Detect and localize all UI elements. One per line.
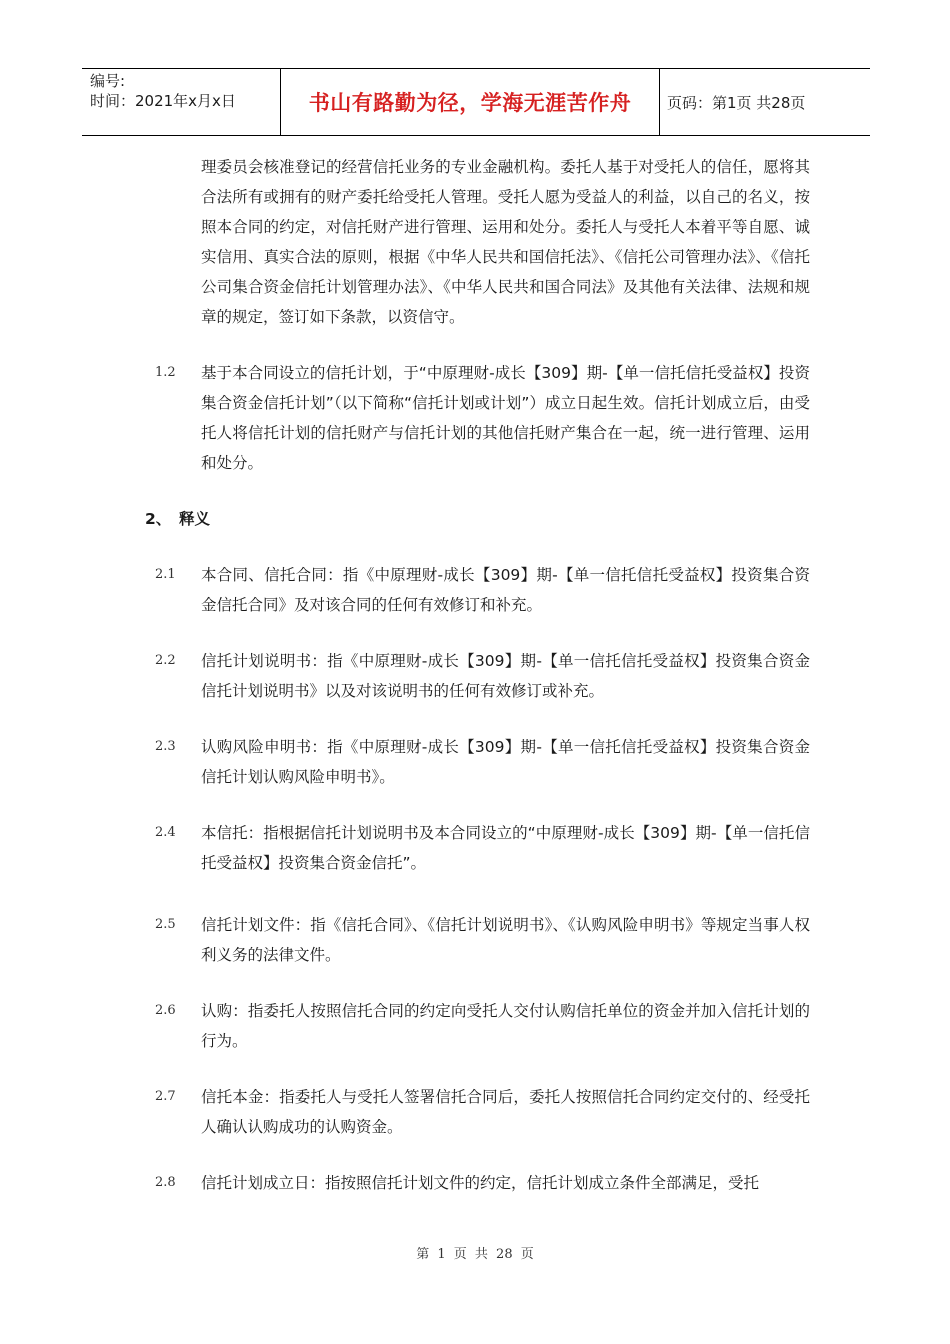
definition-text: 认购风险申明书：指《中原理财-成长【309】期-【单一信托信托受益权】投资集合资金信托计划认购风险申明书》。 (201, 738, 810, 786)
definition-item (145, 732, 810, 792)
section-number: 2、 (145, 510, 172, 528)
clause-text: 基于本合同设立的信托计划，于“中原理财-成长【309】期-【单一信托信托受益权】投资集合资金信托计划”（以下简称“信托计划或计划”）成立日起生效。信托计划成立后，由受托人将信托计划的信托财产与信托计划的其他信托财产集合在一起，统一进行管理、运用和处分。 (201, 364, 810, 472)
definition-item (145, 1168, 810, 1198)
definition-number: 2.5 (155, 917, 176, 932)
definition-number: 2.2 (155, 653, 176, 668)
header-info-cell (82, 69, 281, 135)
document-body (145, 152, 810, 1198)
definition-text: 本信托：指根据信托计划说明书及本合同设立的“中原理财-成长【309】期-【单一信托信托受益权】投资集合资金信托”。 (201, 824, 810, 872)
definition-text: 信托本金：指委托人与受托人签署信托合同后，委托人按照信托合同约定交付的、经受托人确认认购成功的认购资金。 (201, 1088, 810, 1136)
document-time-label: 时间：2021年x月x日 (90, 92, 236, 110)
definition-text: 信托计划说明书：指《中原理财-成长【309】期-【单一信托信托受益权】投资集合资金信托计划说明书》以及对该说明书的任何有效修订或补充。 (201, 652, 810, 700)
intro-paragraph: 理委员会核准登记的经营信托业务的专业金融机构。委托人基于对受托人的信任，愿将其合法所有或拥有的财产委托给受托人管理。受托人愿为受益人的利益，以自己的名义，按照本合同的约定，对信托财产进行管理、运用和处分。委托人与受托人本着平等自愿、诚实信用、真实合法的原则，根据《中华人民共和国信托法》、《信托公司管理办法》、《信托公司集合资金信托计划管理办法》、《中华人民共和国合同法》及其他有关法律、法规和规章的规定，签订如下条款，以资信守。 (201, 158, 810, 326)
definition-text: 本合同、信托合同：指《中原理财-成长【309】期-【单一信托信托受益权】投资集合资金信托合同》及对该合同的任何有效修订和补充。 (201, 566, 810, 614)
definition-item (145, 1082, 810, 1142)
clause-number: 1.2 (155, 365, 176, 380)
clause-1-2 (145, 358, 810, 478)
section-heading (145, 504, 810, 534)
definition-item (145, 910, 810, 970)
definition-number: 2.6 (155, 1003, 176, 1018)
definition-item (145, 818, 810, 878)
page-footer: 第 1 页 共 28 页 (416, 1247, 534, 1262)
definition-number: 2.4 (155, 825, 176, 840)
definition-text: 信托计划文件：指《信托合同》、《信托计划说明书》、《认购风险申明书》等规定当事人权利义务的法律文件。 (201, 916, 810, 964)
definition-number: 2.8 (155, 1175, 176, 1190)
page-header (82, 68, 870, 136)
definition-number: 2.7 (155, 1089, 176, 1104)
header-motto: 书山有路勤为径，学海无涯苦作舟 (281, 69, 660, 135)
document-number-label: 编号: (90, 72, 126, 90)
definition-text: 信托计划成立日：指按照信托计划文件的约定，信托计划成立条件全部满足，受托 (201, 1174, 760, 1192)
definition-item (145, 560, 810, 620)
section-title: 释义 (179, 510, 211, 528)
definition-item (145, 646, 810, 706)
definition-item (145, 996, 810, 1056)
definition-text: 认购：指委托人按照信托合同的约定向受托人交付认购信托单位的资金并加入信托计划的行为。 (201, 1002, 810, 1050)
header-page-info: 页码：第1页 共28页 (667, 93, 806, 112)
definition-number: 2.1 (155, 567, 176, 582)
definition-number: 2.3 (155, 739, 176, 754)
